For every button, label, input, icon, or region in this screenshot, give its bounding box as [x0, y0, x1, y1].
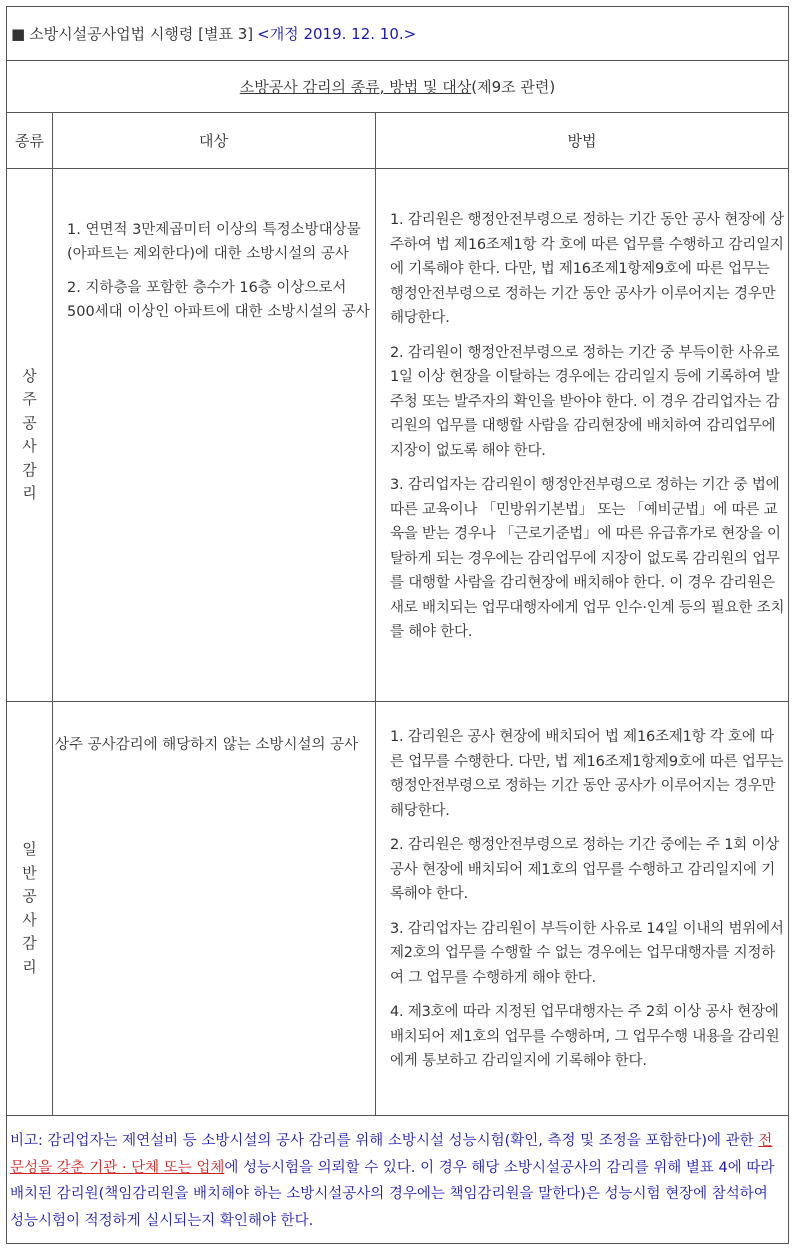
type-char: 상 [22, 366, 37, 385]
method-item: 4. 제3호에 따라 지정된 업무대행자는 주 2회 이상 공사 현장에 배치되어 제1호의 업무를 수행하며, 그 업무수행 내용을 감리원에게 통보하고 감리일지에 기록해야 한다. [390, 1004, 780, 1069]
method-item: 3. 감리업자는 감리원이 행정안전부령으로 정하는 기간 중 법에 따른 교육이나 「민방위기본법」 또는 「예비군법」에 따른 교육을 받는 경우나 「근로기준법」에 따른 유급휴가로 현장을 이탈하게 되는 경우에는 감리업무에 지장이 없도록 감리원의 업무를 대행할 사람을 감리현장에 배치해야 한다. 이 경우 감리원은 새로 배치되는 업무대행자에게 업무 인수·인계 등의 필요한 조치를 해야 한다. [390, 477, 785, 640]
column-header-method: 방법 [375, 113, 789, 169]
row-type-resident [7, 169, 52, 701]
amendment-date: <개정 2019. 12. 10.> [257, 25, 417, 43]
column-header-target: 대상 [52, 113, 375, 169]
type-char: 감 [22, 460, 37, 479]
header-marker: ■ [11, 24, 26, 43]
document-header [7, 7, 788, 61]
remarks-note [7, 1115, 788, 1244]
type-char: 공 [22, 413, 37, 432]
target-item: 1. 연면적 3만제곱미터 이상의 특정소방대상물(아파트는 제외한다)에 대한 소방시설의 공사 [67, 222, 361, 262]
type-char: 사 [22, 437, 37, 455]
method-item: 3. 감리업자는 감리원이 부득이한 사유로 14일 이내의 범위에서 제2호의 업무를 수행할 수 없는 경우에는 업무대행자를 지정하여 그 업무를 수행하게 해야 한다. [390, 920, 784, 986]
type-char: 반 [22, 863, 37, 882]
row-method-general [376, 725, 789, 1084]
row-divider [7, 701, 788, 702]
row-target-general [53, 733, 375, 767]
table-title [7, 61, 788, 113]
type-char: 사 [22, 910, 37, 929]
row-target-resident [53, 218, 375, 334]
note-highlight: 전문성을 갖춘 기관 · 단체 또는 업체 [10, 1133, 773, 1176]
type-char: 공 [22, 887, 37, 905]
row-type-general [7, 702, 52, 1115]
type-char: 주 [22, 390, 37, 408]
law-title: 소방시설공사업법 시행령 [별표 3] [29, 25, 254, 43]
target-item: 2. 지하층을 포함한 층수가 16층 이상으로서 500세대 이상인 아파트에 대한 소방시설의 공사 [67, 280, 370, 320]
row-method-resident [376, 208, 789, 655]
table-title-suffix: (제9조 관련) [471, 78, 556, 96]
document-table [6, 6, 789, 1244]
method-item: 2. 감리원이 행정안전부령으로 정하는 기간 중 부득이한 사유로 1일 이상 현장을 이탈하는 경우에는 감리일지 등에 기록하여 발주청 또는 발주자의 확인을 받아야 한다. 이 경우 감리업자는 감리원의 업무를 대행할 사람을 감리현장에 배치하여 감리업무에 지장이 없도록 해야 한다. [390, 344, 780, 459]
method-item: 1. 감리원은 공사 현장에 배치되어 법 제16조제1항 각 호에 따른 업무를 수행한다. 다만, 법 제16조제1항제9호에 따른 업무는 행정안전부령으로 정하는 기간 동안 공사가 이루어지는 경우만 해당한다. [390, 729, 784, 819]
column-header-type: 종류 [7, 113, 52, 169]
method-item: 2. 감리원은 행정안전부령으로 정하는 기간 중에는 주 1회 이상 공사 현장에 배치되어 제1호의 업무를 수행하고 감리일지에 기록해야 한다. [390, 837, 780, 902]
note-text-part1: 비고: 감리업자는 제연설비 등 소방시설의 공사 감리를 위해 소방시설 성능시험(확인, 측정 및 조정을 포함한다)에 관한 [10, 1133, 759, 1149]
type-char: 감 [22, 934, 37, 952]
note-text-part2: 에 성능시험을 의뢰할 수 있다. 이 경우 해당 소방시설공사의 감리를 위해 별표 4에 따라 배치된 감리원(책임감리원을 배치해야 하는 소방시설공사의 경우에는 책임감리원을 말한다)은 성능시험 현장에 참석하여 성능시험이 적정하게 실시되는지 확인해야 한다. [10, 1159, 775, 1229]
table-title-main: 소방공사 감리의 종류, 방법 및 대상 [239, 78, 472, 96]
type-char: 일 [22, 840, 37, 858]
target-item: 상주 공사감리에 해당하지 않는 소방시설의 공사 [55, 737, 359, 753]
type-char: 리 [22, 484, 37, 502]
type-char: 리 [22, 957, 37, 976]
method-item: 1. 감리원은 행정안전부령으로 정하는 기간 동안 공사 현장에 상주하여 법 제16조제1항 각 호에 따른 업무를 수행하고 감리일지에 기록해야 한다. 다만, 법 제16조제1항제9호에 따른 업무는 행정안전부령으로 정하는 기간 동안 공사가 이루어지는 경우만 해당한다. [390, 212, 784, 326]
